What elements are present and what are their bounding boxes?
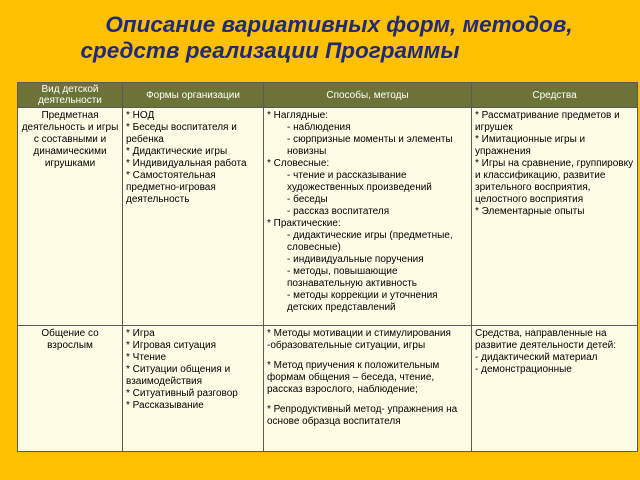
page-title xyxy=(0,12,640,64)
list-item: * Имитационные игры и упражнения xyxy=(475,134,586,157)
list-item: * Наглядные: xyxy=(267,110,329,121)
list-item: - методы, повышающие познавательную активность xyxy=(287,266,418,289)
list-item: * НОД xyxy=(126,110,155,121)
list-item: - сюрпризные моменты и элементы новизны xyxy=(287,134,453,157)
list-item: * Игра xyxy=(126,328,155,339)
program-table xyxy=(17,82,638,452)
title-line-1: Описание вариативных форм, методов, xyxy=(105,12,573,37)
list-item: - рассказ воспитателя xyxy=(287,206,390,217)
table-row xyxy=(18,326,638,452)
list-item: * Беседы воспитателя и ребенка xyxy=(126,122,237,145)
list-item: - дидактический материал xyxy=(475,352,598,363)
list-item: * Элементарные опыты xyxy=(475,206,585,217)
activity-cell: Предметная деятельность и игры с составными и динамическими игрушками xyxy=(18,108,123,326)
header-forms: Формы организации xyxy=(123,83,264,108)
list-item: * Репродуктивный метод- упражнения на основе образца воспитателя xyxy=(267,404,458,427)
list-item: - индивидуальные поручения xyxy=(287,254,424,265)
list-item: * Игры на сравнение, группировку и классификацию, развитие зрительного восприятия, целостного восприятия xyxy=(475,158,634,205)
list-item: - демонстрационные xyxy=(475,364,572,375)
header-methods: Способы, методы xyxy=(264,83,472,108)
list-item: * Индивидуальная работа xyxy=(126,158,247,169)
list-item: - чтение и рассказывание художественных произведений xyxy=(287,170,432,193)
list-item: - беседы xyxy=(287,194,328,205)
list-item: * Рассказывание xyxy=(126,400,204,411)
list-item: * Игровая ситуация xyxy=(126,340,217,351)
list-item: - дидактические игры (предметные, словесные) xyxy=(287,230,453,253)
list-item: * Словесные: xyxy=(267,158,330,169)
table-row xyxy=(18,108,638,326)
title-line-2: средств реализации Программы xyxy=(80,38,460,63)
spacer xyxy=(267,352,468,360)
list-item: - наблюдения xyxy=(287,122,351,133)
methods-cell xyxy=(264,326,472,452)
means-cell xyxy=(472,326,638,452)
forms-cell xyxy=(123,108,264,326)
list-item: * Рассматривание предметов и игрушек xyxy=(475,110,620,133)
means-cell xyxy=(472,108,638,326)
methods-cell xyxy=(264,108,472,326)
list-item: * Самостоятельная предметно-игровая деятельность xyxy=(126,170,216,205)
list-item: * Чтение xyxy=(126,352,167,363)
activity-cell: Общение со взрослым xyxy=(18,326,123,452)
header-means: Средства xyxy=(472,83,638,108)
list-item: * Ситуативный разговор xyxy=(126,388,238,399)
list-item: Средства, направленные на развитие деятельности детей: xyxy=(475,328,617,351)
list-item: * Ситуации общения и взаимодействия xyxy=(126,364,231,387)
forms-cell xyxy=(123,326,264,452)
list-item: - методы коррекции и уточнения детских представлений xyxy=(287,290,438,313)
table-header-row xyxy=(18,83,638,108)
spacer xyxy=(267,396,468,404)
header-activity: Вид детской деятельности xyxy=(18,83,123,108)
list-item: * Практические: xyxy=(267,218,341,229)
list-item: * Методы мотивации и стимулирования -образовательные ситуации, игры xyxy=(267,328,451,351)
list-item: * Дидактические игры xyxy=(126,146,228,157)
list-item: * Метод приучения к положительным формам общения – беседа, чтение, рассказ взрослого, наблюдение; xyxy=(267,360,440,395)
